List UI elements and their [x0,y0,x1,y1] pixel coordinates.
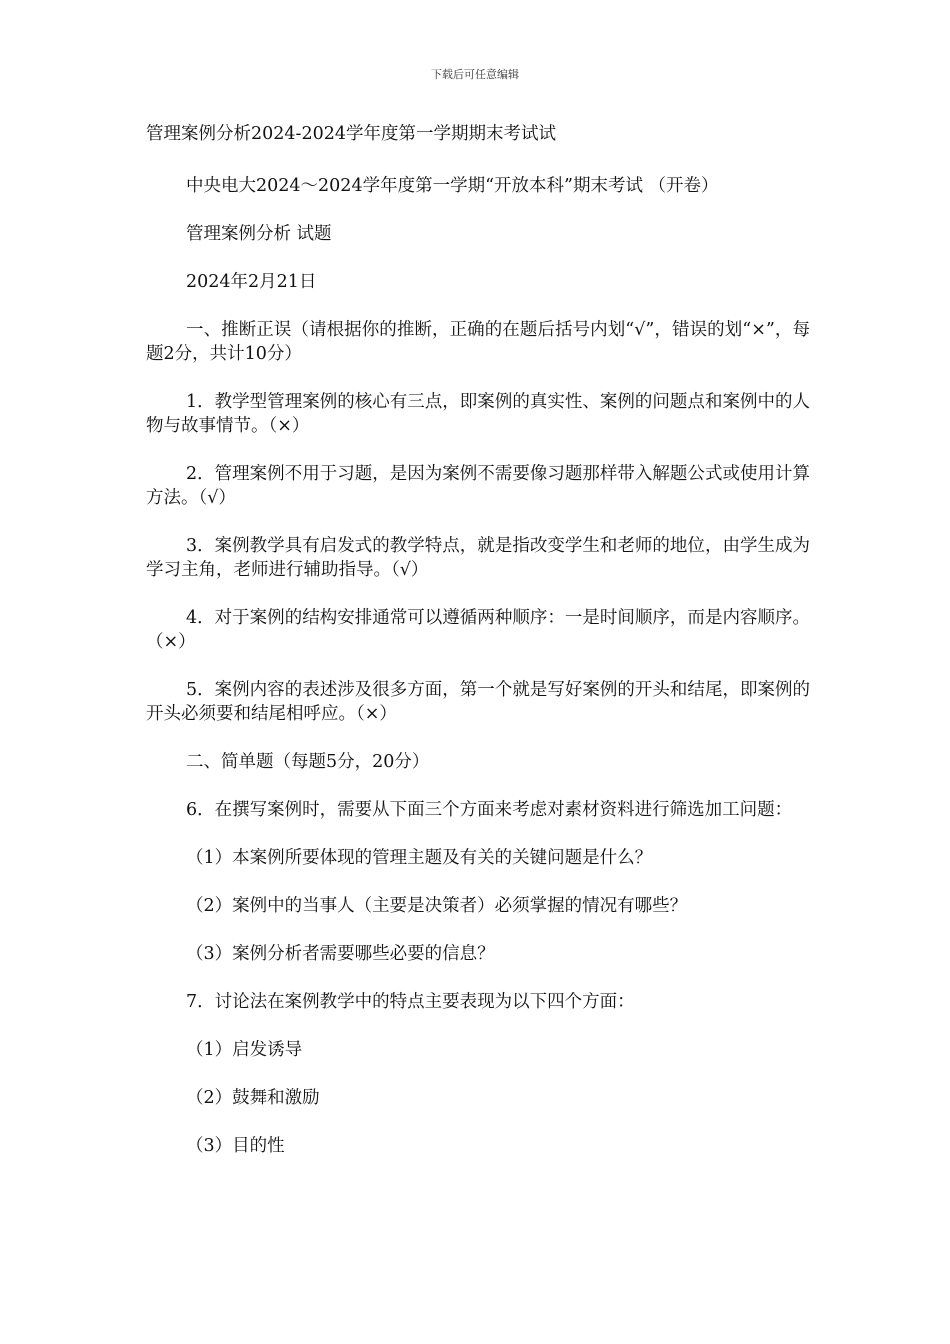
question-4: 4．对于案例的结构安排通常可以遵循两种顺序：一是时间顺序，而是内容顺序。（×） [146,608,810,652]
paragraph-subject: 管理案例分析 试题 [186,224,332,244]
question-7-point-2: （2）鼓舞和激励 [186,1088,320,1108]
question-7-point-3: （3）目的性 [186,1136,285,1156]
paragraph-date: 2024年2月21日 [186,272,317,292]
question-6: 6．在撰写案例时，需要从下面三个方面来考虑对素材资料进行筛选加工问题： [186,800,793,820]
question-1: 1．教学型管理案例的核心有三点，即案例的真实性、案例的问题点和案例中的人物与故事情节。（×） [146,392,810,436]
paragraph-exam-info: 中央电大2024～2024学年度第一学期“开放本科”期末考试 （开卷） [186,176,719,196]
question-6-point-1: （1）本案例所要体现的管理主题及有关的关键问题是什么？ [186,848,653,868]
page-header-note: 下载后可任意编辑 [431,68,519,81]
question-7: 7．讨论法在案例教学中的特点主要表现为以下四个方面： [186,992,635,1012]
document-title: 管理案例分析2024-2024学年度第一学期期末考试试 [146,124,556,144]
question-5: 5．案例内容的表述涉及很多方面，第一个就是写好案例的开头和结尾，即案例的开头必须要和结尾相呼应。（×） [146,680,810,724]
question-6-point-3: （3）案例分析者需要哪些必要的信息？ [186,944,495,964]
question-3: 3．案例教学具有启发式的教学特点，就是指改变学生和老师的地位，由学生成为学习主角，老师进行辅助指导。（√） [146,536,810,580]
question-7-point-1: （1）启发诱导 [186,1040,303,1060]
question-6-point-2: （2）案例中的当事人（主要是决策者）必须掌握的情况有哪些？ [186,896,688,916]
section-heading-short-answer: 二、简单题（每题5分，20分） [186,752,430,772]
section-heading-judgement: 一、推断正误（请根据你的推断，正确的在题后括号内划“√”，错误的划“×”，每题2分，共计10分） [146,320,810,364]
document-body [146,122,810,1182]
question-2: 2．管理案例不用于习题，是因为案例不需要像习题那样带入解题公式或使用计算方法。（√） [146,464,810,508]
